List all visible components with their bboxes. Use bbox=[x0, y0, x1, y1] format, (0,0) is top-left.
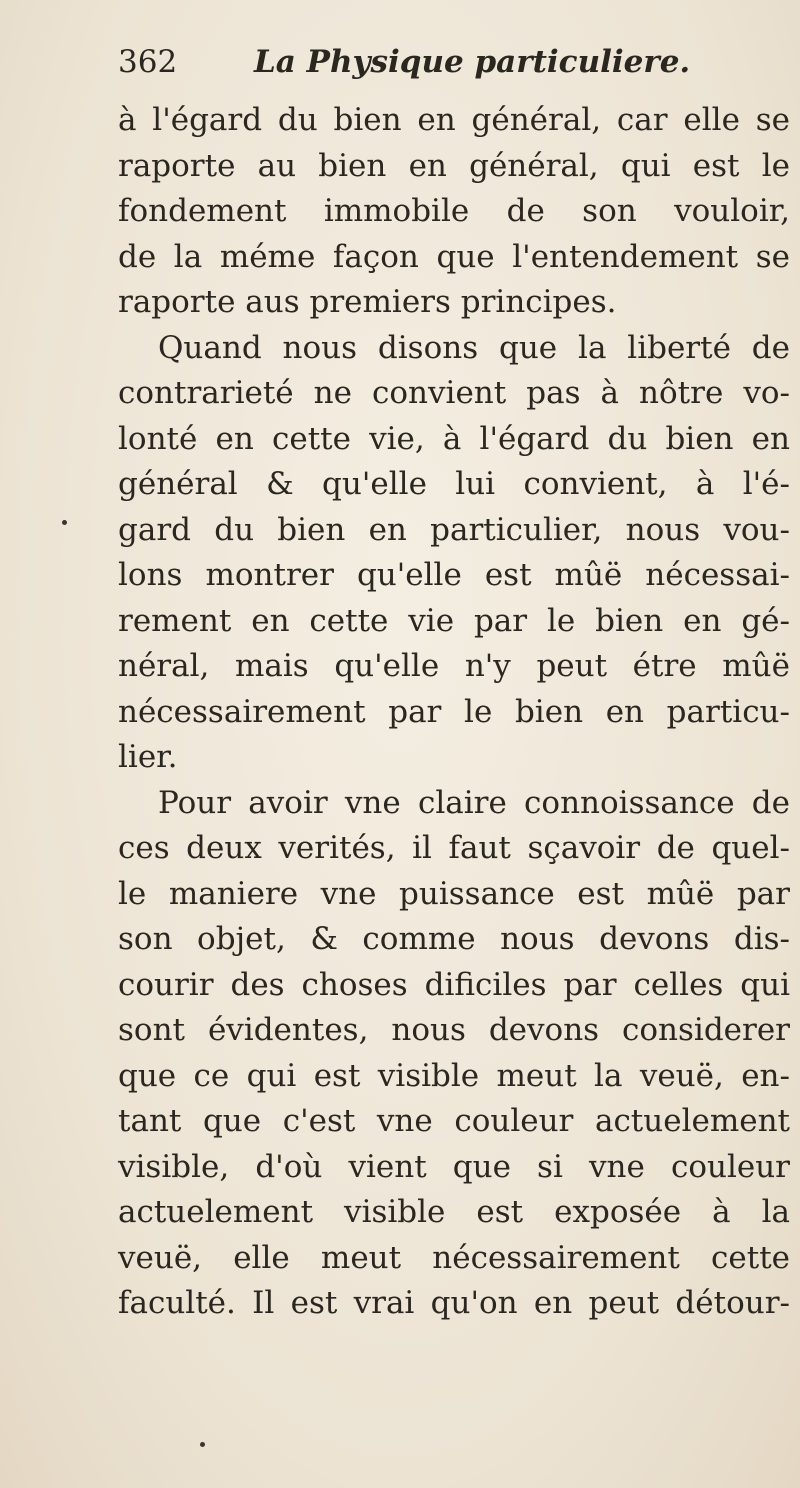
text-line: sont évidentes, nous devons considerer bbox=[118, 1012, 790, 1048]
text-line: visible, d'où vient que si vne couleur bbox=[118, 1148, 790, 1185]
paragraph-start-line: Quand nous disons que la liberté de bbox=[158, 329, 790, 366]
body-text bbox=[118, 98, 790, 1327]
text-line: nécessairement par le bien en particu- bbox=[118, 693, 790, 730]
text-line: à l'égard du bien en général, car elle se bbox=[118, 102, 790, 138]
text-line: courir des choses dificiles par celles qui bbox=[118, 966, 790, 1003]
text-line: contrarieté ne convient pas à nôtre vo- bbox=[118, 375, 790, 411]
text-line: son objet, & comme nous devons dis- bbox=[118, 921, 790, 957]
text-line: raporte aus premiers principes. bbox=[118, 284, 617, 320]
paragraph-start-line: Pour avoir vne claire connoissance de bbox=[158, 784, 790, 821]
margin-mark bbox=[62, 520, 67, 525]
text-line: faculté. Il est vrai qu'on en peut détour- bbox=[118, 1285, 790, 1321]
text-line: lier. bbox=[118, 739, 178, 775]
text-line: rement en cette vie par le bien en gé- bbox=[118, 602, 790, 639]
text-line: veuë, elle meut nécessairement cette bbox=[118, 1239, 790, 1276]
running-head: La Physique particuliere. bbox=[254, 44, 691, 80]
page-header bbox=[118, 44, 738, 88]
text-line: ces deux verités, il faut sçavoir de quel- bbox=[118, 830, 790, 866]
text-line: lons montrer qu'elle est mûë nécessai- bbox=[118, 557, 790, 593]
text-line: actuelement visible est exposée à la bbox=[118, 1194, 790, 1230]
text-line: raporte au bien en général, qui est le bbox=[118, 147, 790, 184]
text-line: gard du bien en particulier, nous vou- bbox=[118, 511, 790, 548]
text-line: que ce qui est visible meut la veuë, en- bbox=[118, 1057, 790, 1094]
text-line: lonté en cette vie, à l'égard du bien en bbox=[118, 420, 790, 457]
text-line: tant que c'est vne couleur actuelement bbox=[118, 1103, 790, 1139]
text-line: le maniere vne puissance est mûë par bbox=[118, 875, 790, 912]
page-number: 362 bbox=[118, 44, 178, 80]
ink-speck bbox=[200, 1442, 205, 1447]
text-line: de la méme façon que l'entendement se bbox=[118, 238, 790, 275]
text-line: fondement immobile de son vouloir, bbox=[118, 193, 790, 229]
text-line: néral, mais qu'elle n'y peut étre mûë bbox=[118, 648, 790, 684]
text-line: général & qu'elle lui convient, à l'é- bbox=[118, 466, 790, 502]
